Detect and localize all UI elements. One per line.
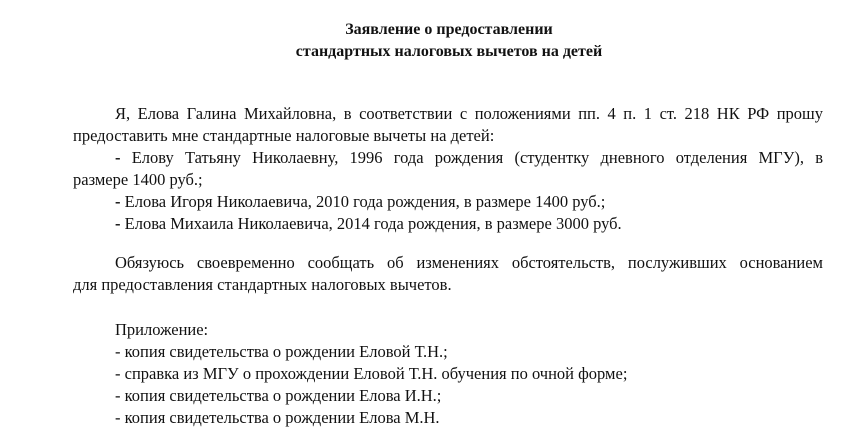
request-paragraph-line-1: Я, Елова Галина Михайловна, в соответствии с положениями пп. 4 п. 1 ст. 218 НК РФ прошу	[115, 104, 823, 123]
attachments-heading: Приложение:	[115, 320, 209, 339]
attachment-item-2: - справка из МГУ о прохождении Еловой Т.Н. обучения по очной форме;	[115, 364, 628, 383]
list-dash: -	[115, 148, 121, 167]
child-item-1	[115, 147, 823, 169]
attachment-item-4: - копия свидетельства о рождении Елова М.Н.	[115, 408, 440, 427]
list-dash: -	[115, 192, 121, 211]
document-title-line-2: стандартных налоговых вычетов на детей	[295, 43, 603, 60]
child-item-1-text: Елову Татьяну Николаевну, 1996 года рождения (студентку дневного отделения МГУ), в	[131, 148, 823, 167]
list-dash: -	[115, 214, 121, 233]
child-item-3	[115, 213, 622, 235]
obligation-paragraph-line-2: для предоставления стандартных налоговых вычетов.	[73, 275, 452, 294]
child-item-3-text: Елова Михаила Николаевича, 2014 года рождения, в размере 3000 руб.	[124, 214, 622, 233]
child-item-2-text: Елова Игоря Николаевича, 2010 года рождения, в размере 1400 руб.;	[124, 192, 606, 211]
obligation-paragraph-line-1: Обязуюсь своевременно сообщать об изменениях обстоятельств, послуживших основанием	[115, 253, 823, 272]
attachment-item-1: - копия свидетельства о рождении Еловой Т.Н.;	[115, 342, 448, 361]
attachment-item-3: - копия свидетельства о рождении Елова И.Н.;	[115, 386, 442, 405]
child-item-2	[115, 191, 605, 213]
request-paragraph-line-2: предоставить мне стандартные налоговые вычеты на детей:	[73, 126, 495, 145]
document-title-line-1: Заявление о предоставлении	[345, 21, 553, 38]
child-item-1-continuation: размере 1400 руб.;	[73, 170, 203, 189]
